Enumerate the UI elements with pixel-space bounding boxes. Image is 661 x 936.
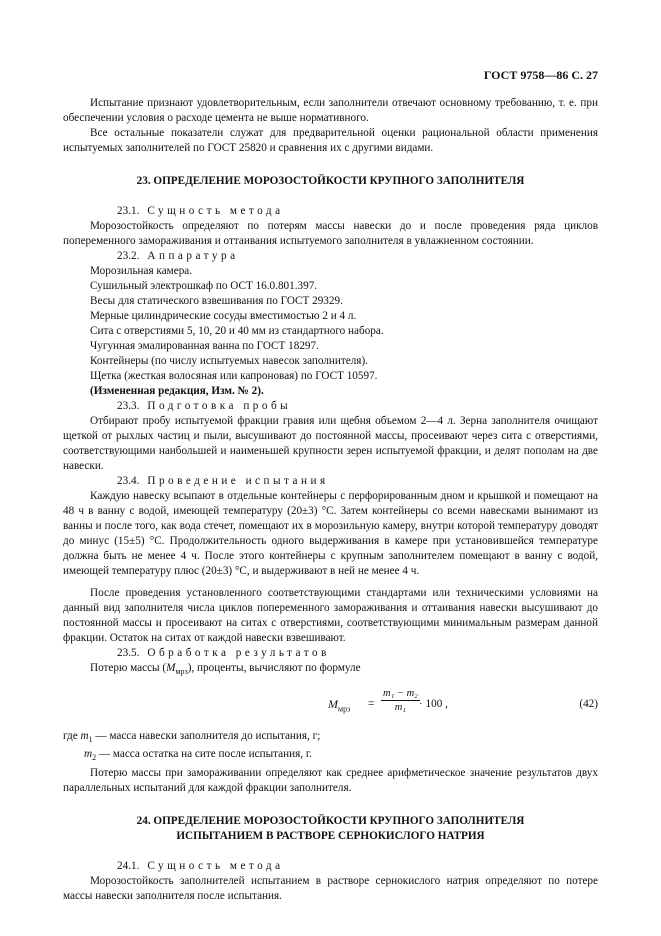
subsection-number: 23.5.	[117, 647, 140, 659]
variable-name: m	[84, 748, 93, 761]
variable	[84, 748, 97, 763]
paragraph: Каждую навеску всыпают в отдельные контейнеры с перфорированным дном и крышкой и помещают на 48 ч в ванну с водой, имеющей температуру (20±3) °С. Затем контейнеры со всеми навесками вынимают из ванны и после того, как вода стечет, помещают их в морозильную камеру, внутри которой температуру доводят до минус (15±5) °С. Продолжительность одного выдерживания в камере при установившейся температуре должна быть не менее 4 ч. После этого контейнеры с крупным заполнителем помещают в ванну с водой, имеющей температуру плюс (20±3) °С, и выдерживают в ней не менее 4 ч.	[63, 490, 598, 577]
equipment-item: Сушильный электрошкаф по ОСТ 16.0.801.397.	[90, 280, 318, 292]
subsection-23-3	[63, 399, 598, 414]
paragraph: После проведения установленного соответствующими стандартами или техническими условиями на данный вид заполнителя числа циклов попеременного замораживания и оттаивания навески высушивают до постоянной массы и просеивают на ситах с отверстиями, соответствующими минимальным размерам данной фракции. Остаток на ситах от каждой навески взвешивают.	[63, 587, 598, 644]
page-header: ГОСТ 9758—86 С. 27	[483, 68, 598, 82]
fraction-numerator: m₁ − m₂	[383, 688, 418, 700]
paragraph: Морозостойкость определяют по потерям массы навески до и после проведения ряда циклов попеременного замораживания и оттаивания испытуемого заполнителя в увлажненном состоянии.	[63, 220, 598, 247]
variable-subscript: мрз	[175, 667, 188, 677]
subsection-title: Сущность метода	[147, 859, 284, 872]
edition-note: (Измененная редакция, Изм. № 2).	[90, 385, 264, 397]
where-word: где	[63, 730, 81, 743]
paragraph	[63, 661, 598, 679]
subsection-title: Аппаратура	[147, 250, 239, 262]
document-body	[63, 96, 598, 904]
subsection-title: Сущность метода	[147, 205, 284, 217]
equipment-item: Щетка (жесткая волосяная или капроновая) по ГОСТ 10597.	[90, 370, 378, 382]
equipment-item: Чугунная эмалированная ванна по ГОСТ 18297.	[90, 340, 319, 352]
equipment-item: Контейнеры (по числу испытуемых навесок заполнителя).	[90, 355, 368, 367]
variable-definition	[63, 729, 598, 747]
variable	[80, 730, 93, 745]
variable-subscript: 1	[88, 735, 93, 745]
subsection-23-2	[63, 249, 598, 264]
equipment-item: Весы для статического взвешивания по ГОСТ 29329.	[90, 295, 343, 307]
heading-line: 24. ОПРЕДЕЛЕНИЕ МОРОЗОСТОЙКОСТИ КРУПНОГО ЗАПОЛНИТЕЛЯ	[136, 814, 525, 827]
formula-lhs	[328, 697, 350, 716]
subsection-number: 23.2.	[117, 250, 140, 262]
variable-definition	[63, 747, 598, 765]
subsection-title: Проведение испытания	[147, 475, 329, 487]
variable-name: M	[166, 662, 176, 674]
formula-subscript: мрз	[338, 704, 351, 714]
section-heading-23: 23. ОПРЕДЕЛЕНИЕ МОРОЗОСТОЙКОСТИ КРУПНОГО ЗАПОЛНИТЕЛЯ	[136, 175, 525, 187]
variable-subscript: 2	[92, 753, 97, 763]
heading-line: ИСПЫТАНИЕМ В РАСТВОРЕ СЕРНОКИСЛОГО НАТРИЯ	[176, 829, 485, 842]
subsection-title: Обработка результатов	[147, 647, 330, 659]
paragraph: Потерю массы при замораживании определяют как среднее арифметическое значение результатов двух параллельных испытаний для каждой фракции заполнителя.	[63, 766, 598, 794]
variable	[166, 662, 188, 677]
paragraph: Все остальные показатели служат для предварительной оценки рациональной области применения испытуемых заполнителей по ГОСТ 25820 и сравнения их с другими видами.	[63, 127, 598, 154]
subsection-number: 23.1.	[117, 205, 140, 217]
subsection-23-1	[63, 204, 598, 219]
formula-fraction	[381, 687, 420, 714]
definition-text: — масса навески заполнителя до испытания, г;	[92, 730, 321, 743]
paragraph: Морозостойкость заполнителей испытанием в растворе сернокислого натрия определяют по потере массы навески заполнителя после испытания.	[63, 874, 598, 902]
section-heading-24	[63, 814, 598, 844]
definition-text: — масса остатка на сите после испытания, г.	[96, 748, 312, 761]
variable-name: m	[80, 730, 89, 743]
subsection-23-5	[63, 646, 598, 661]
text: Потерю массы (	[90, 662, 167, 674]
equipment-item: Сита с отверстиями 5, 10, 20 и 40 мм из стандартного набора.	[90, 325, 384, 337]
formula-multiplier: · 100 ,	[419, 698, 448, 711]
equipment-item: Морозильная камера.	[90, 265, 193, 277]
fraction-denominator: m₁	[394, 702, 407, 714]
text: ), проценты, вычисляют по формуле	[187, 662, 361, 674]
subsection-title: Подготовка пробы	[147, 400, 292, 412]
subsection-number: 23.3.	[117, 400, 140, 412]
subsection-number: 23.4.	[117, 475, 140, 487]
subsection-24-1	[63, 859, 598, 874]
subsection-number: 24.1.	[117, 859, 140, 872]
formula-number: (42)	[579, 698, 598, 711]
formula-42	[63, 685, 598, 725]
paragraph: Отбирают пробу испытуемой фракции гравия или щебня объемом 2—4 л. Зерна заполнителя очищают щеткой от рыхлых частиц и пыли, высушивают до постоянной массы, просеивают через сита с отверстиями, соответствующими наибольшей и наименьшей крупности зерен испытуемой фракции, и делят пополам на две навески.	[63, 415, 598, 472]
formula-equals: =	[368, 698, 375, 711]
formula-variable: M	[328, 697, 338, 712]
equipment-item: Мерные цилиндрические сосуды вместимостью 2 и 4 л.	[90, 310, 357, 322]
paragraph: Испытание признают удовлетворительным, если заполнители отвечают основному требованию, т. е. при обеспечении условия о расходе цемента не выше нормативного.	[63, 97, 598, 124]
subsection-23-4	[63, 474, 598, 489]
